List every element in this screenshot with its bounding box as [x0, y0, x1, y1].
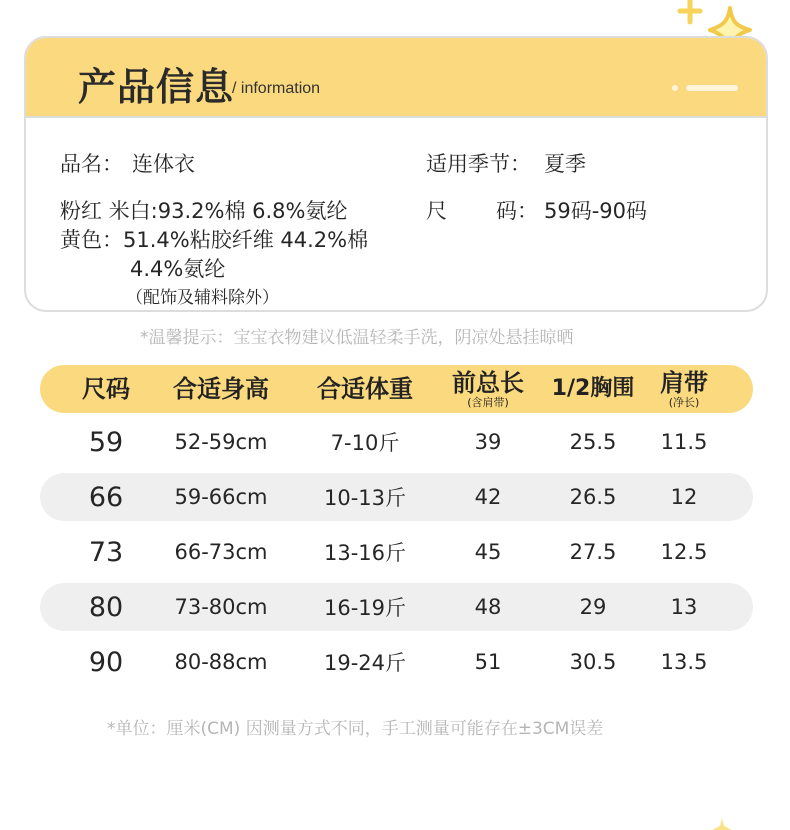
cell-height: 66-73cm — [174, 540, 268, 564]
cell-weight: 10-13斤 — [323, 486, 407, 510]
cell-weight: 7-10斤 — [330, 431, 400, 455]
cell-strap: 13.5 — [660, 650, 708, 674]
cell-weight: 19-24斤 — [323, 651, 407, 675]
header-bar — [686, 85, 738, 91]
header-front-length: 前总长 (含肩带) — [452, 368, 524, 409]
table-row — [40, 528, 753, 576]
cell-front-length: 45 — [474, 540, 502, 564]
name-label: 品名： — [60, 152, 123, 176]
header-strap: 肩带 (净长) — [660, 368, 708, 409]
cell-strap: 12 — [670, 485, 698, 509]
cell-height: 52-59cm — [174, 430, 268, 454]
header-height: 合适身高 — [173, 375, 269, 403]
header-weight: 合适体重 — [317, 375, 413, 403]
cell-chest: 29 — [579, 595, 607, 619]
name-value: 连体衣 — [132, 152, 195, 176]
table-row — [40, 583, 753, 631]
cell-size: 66 — [88, 481, 124, 513]
cell-size: 90 — [88, 646, 124, 678]
cell-chest: 27.5 — [569, 540, 617, 564]
fabric-line-3: 4.4%氨纶 — [130, 257, 226, 281]
sparkle-icon — [712, 818, 732, 830]
table-row — [40, 638, 753, 686]
cell-height: 73-80cm — [174, 595, 268, 619]
cell-size: 59 — [88, 426, 124, 458]
size-label-2: 码： — [496, 199, 538, 223]
care-tip: *温馨提示：宝宝衣物建议低温轻柔手洗，阴凉处悬挂晾晒 — [140, 328, 574, 348]
size-label-1: 尺 — [426, 199, 447, 223]
table-row — [40, 473, 753, 521]
cell-chest: 26.5 — [569, 485, 617, 509]
fabric-line-1: 粉红 米白:93.2%棉 6.8%氨纶 — [60, 199, 348, 223]
cell-height: 80-88cm — [174, 650, 268, 674]
cell-front-length: 39 — [474, 430, 502, 454]
unit-footnote: *单位：厘米(CM) 因测量方式不同，手工测量可能存在±3CM误差 — [107, 719, 604, 739]
cell-size: 73 — [88, 536, 124, 568]
page-subtitle: / information — [232, 80, 321, 97]
cell-weight: 16-19斤 — [323, 596, 407, 620]
cell-height: 59-66cm — [174, 485, 268, 509]
season-value: 夏季 — [544, 152, 586, 176]
card-header — [26, 38, 766, 118]
product-info-card — [24, 36, 768, 312]
cell-front-length: 51 — [474, 650, 502, 674]
cell-chest: 30.5 — [569, 650, 617, 674]
header-chest: 1/2胸围 — [551, 376, 635, 401]
table-row — [40, 418, 753, 466]
cell-front-length: 48 — [474, 595, 502, 619]
cell-weight: 13-16斤 — [323, 541, 407, 565]
fabric-line-2: 黄色：51.4%粘胶纤维 44.2%棉 — [60, 228, 369, 252]
cell-chest: 25.5 — [569, 430, 617, 454]
cell-strap: 11.5 — [660, 430, 708, 454]
header-size: 尺码 — [82, 375, 130, 403]
cell-size: 80 — [88, 591, 124, 623]
cell-strap: 13 — [670, 595, 698, 619]
page-title: 产品信息 — [78, 65, 235, 109]
cell-strap: 12.5 — [660, 540, 708, 564]
size-value: 59码-90码 — [544, 199, 648, 223]
size-table-header — [40, 365, 753, 413]
season-label: 适用季节： — [426, 152, 531, 176]
header-dot — [672, 85, 678, 91]
cell-front-length: 42 — [474, 485, 502, 509]
fabric-note: （配饰及辅料除外） — [126, 288, 279, 308]
